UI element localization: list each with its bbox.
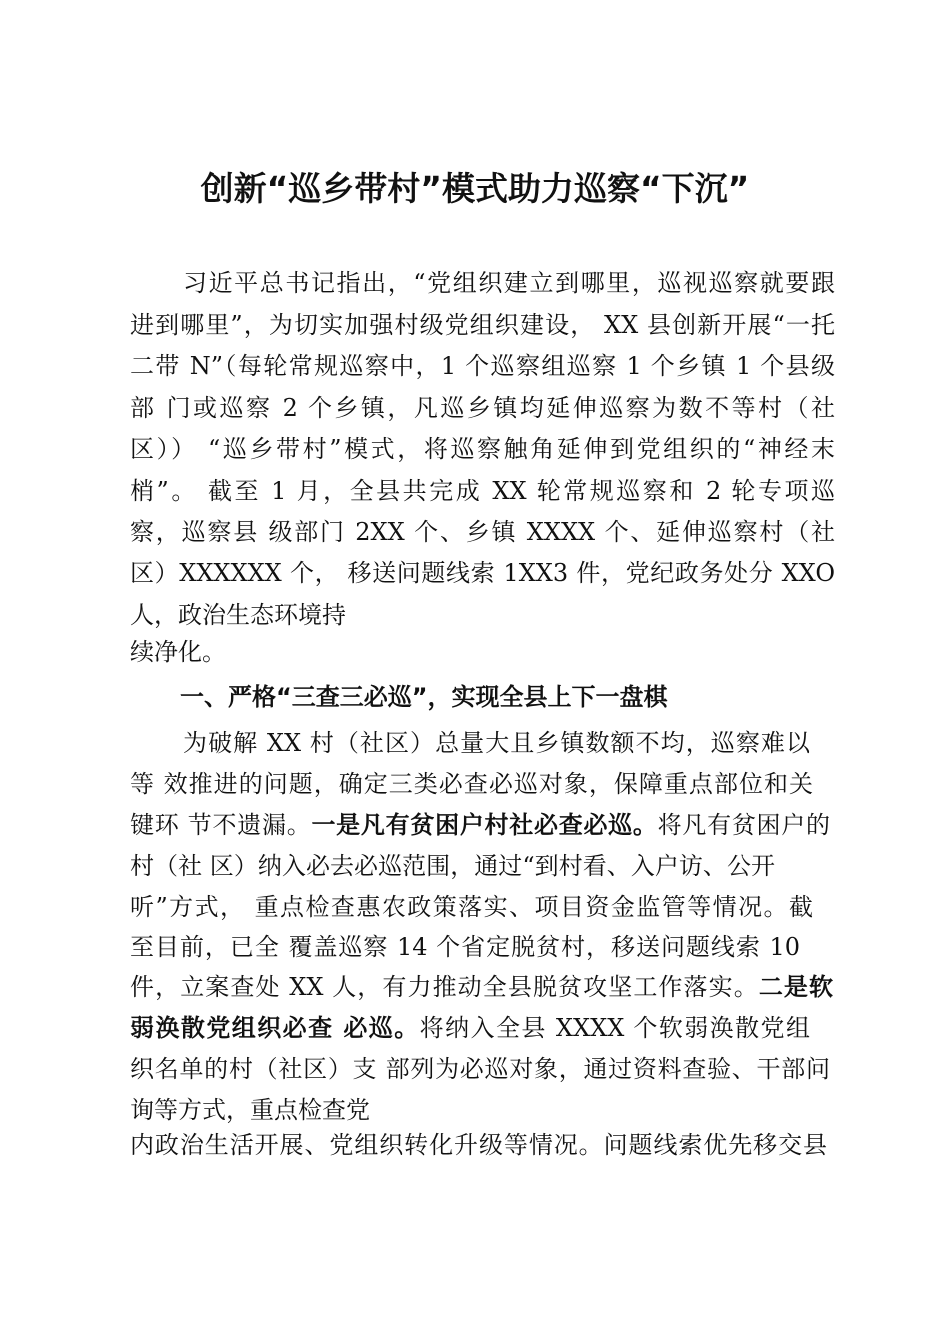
paragraph-line: 人，政治生态环境持 [130,601,346,629]
paragraph-line: 村（社 区）纳入必去必巡范围，通过“到村看、入户访、公开 [130,852,775,880]
text-run: 将凡有贫困户的 [657,811,831,839]
paragraph-line: 至目前，已全 覆盖巡察 14 个省定脱贫村，移送问题线索 10 [130,933,800,961]
paragraph-line: 习近平总书记指出，“党组织建立到哪里，巡视巡察就要跟 [183,269,835,297]
text-run: 将纳入全县 XXXX 个软弱涣散党组 [419,1014,810,1042]
bold-text-run: 一是凡有贫困户村社必查必巡。 [311,810,658,839]
paragraph-line: 察，巡察县 级部门 2XX 个、乡镇 XXXX 个、延伸巡察村（社 [130,518,835,546]
text-run: 件，立案查处 XX 人，有力推动全县脱贫攻坚工作落实。 [130,973,759,1001]
paragraph-line: 二带 N”（每轮常规巡察中，1 个巡察组巡察 1 个乡镇 1 个县级 [130,352,835,380]
bold-text-run: 弱涣散党组织必查 必巡。 [130,1013,420,1042]
paragraph-line [130,1013,810,1043]
text-run: 键环 节不遗漏。 [130,811,312,839]
document-title: 创新“巡乡带村”模式助力巡察“下沉” [200,169,750,208]
section-heading: 一、严格“三查三必巡”，实现全县上下一盘棋 [180,683,668,711]
paragraph-line: 区）XXXXXX 个， 移送问题线索 1XX3 件，党纪政务处分 XXO [130,559,835,587]
paragraph-line: 询等方式，重点检查党 [130,1096,370,1124]
paragraph-line: 听”方式， 重点检查惠农政策落实、项目资金监管等情况。截 [130,893,813,921]
bold-text-run: 二是软 [758,972,834,1001]
paragraph-line: 区）） “巡乡带村”模式，将巡察触角延伸到党组织的“神经末 [130,435,835,463]
paragraph-line [130,972,833,1002]
paragraph-line: 续净化。 [130,638,226,666]
paragraph-line: 内政治生活开展、党组织转化升级等情况。问题线索优先移交县 [130,1131,827,1159]
paragraph-line: 梢”。 截至 1 月，全县共完成 XX 轮常规巡察和 2 轮专项巡 [130,477,835,505]
paragraph-line: 织名单的村（社区）支 部列为必巡对象，通过资料查验、干部问 [130,1055,830,1083]
paragraph-line: 为破解 XX 村（社区）总量大且乡镇数额不均，巡察难以 [183,729,810,757]
paragraph-line: 等 效推进的问题，确定三类必查必巡对象，保障重点部位和关 [130,770,813,798]
paragraph-line: 部 门或巡察 2 个乡镇，凡巡乡镇均延伸巡察为数不等村（社 [130,394,835,422]
paragraph-line [130,810,830,840]
paragraph-line: 进到哪里”，为切实加强村级党组织建设， XX 县创新开展“一托 [130,311,835,339]
